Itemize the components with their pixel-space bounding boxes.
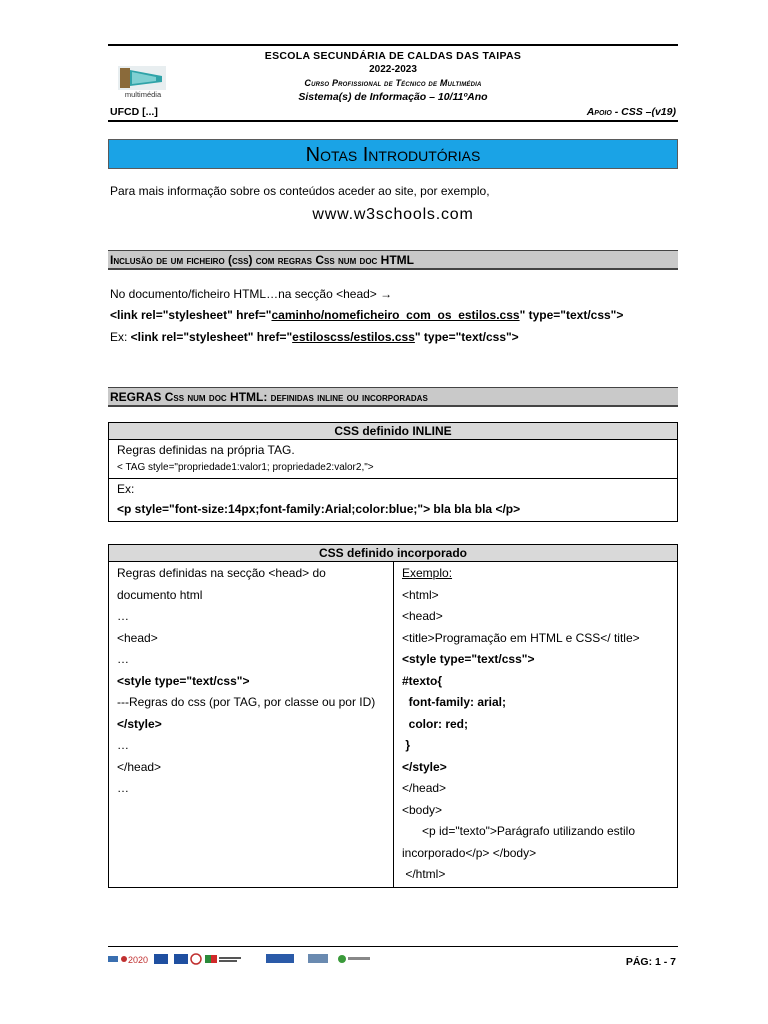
footer-rule (108, 946, 678, 947)
embedded-left-line: … (117, 781, 129, 795)
apoio-rest: - CSS –(v19) (611, 106, 676, 118)
inline-row2-line2: <p style="font-size:14px;font-family:Arial;color:blue;"> bla bla bla </p> (117, 502, 521, 516)
embedded-right-line: } (402, 738, 411, 752)
embedded-right-line: <p id="texto">Parágrafo utilizando estilo (402, 824, 635, 838)
rules-heading-a: REGRAS (110, 390, 165, 404)
embedded-right-lines (402, 563, 669, 886)
embedded-left-line: <head> (117, 630, 158, 645)
example-path[interactable]: estiloscss/estilos.css (292, 330, 415, 344)
embedded-right-line: incorporado</p> </body> (402, 845, 537, 860)
link-tag-path[interactable]: caminho/nomeficheiro_com_os_estilos.css (271, 308, 520, 322)
embedded-right-line: </html> (402, 867, 446, 881)
include-instruction: No documento/ficheiro HTML…na secção <head> → (110, 287, 393, 301)
page-title: Notas Introdutórias (108, 139, 678, 169)
embedded-left-line: … (117, 738, 129, 752)
embedded-table-header: CSS definido incorporado (109, 545, 678, 562)
course-name: Curso Profissional de Técnico de Multimédia (304, 78, 482, 88)
inline-table-row1 (109, 440, 678, 479)
intro-text: Para mais informação sobre os conteúdos aceder ao site, por exemplo, (110, 184, 490, 198)
embedded-left-line: Regras definidas na secção <head> do (117, 566, 326, 580)
embedded-right-line: #texto{ (402, 673, 443, 688)
example-label: Ex: (110, 330, 131, 344)
subject-name: Sistema(s) de Informação – 10/11ºAno (298, 91, 488, 103)
embedded-right-column (394, 562, 678, 888)
logo-text: multimédia (124, 90, 162, 99)
school-year: 2022-2023 (369, 64, 417, 75)
rules-heading-b: Css num doc HTML: definidas inline ou incorporadas (164, 390, 428, 404)
inline-table-header: CSS definido INLINE (109, 423, 678, 440)
apoio-label (587, 106, 676, 118)
ufcd-label: UFCD [...] (110, 106, 158, 118)
apoio-prefix: Apoio (586, 106, 612, 118)
example-pre: <link rel="stylesheet" href=" (130, 330, 293, 344)
embedded-right-line: <body> (402, 802, 443, 817)
inline-row1-line2: < TAG style="propriedade1:valor1; propriedade2:valor2,"> (117, 462, 374, 473)
embedded-left-line: ---Regras do css (por TAG, por classe ou por ID) (117, 695, 376, 709)
embedded-right-line: </head> (402, 781, 447, 795)
embedded-right-line: <head> (402, 609, 443, 623)
school-name: ESCOLA SECUNDÁRIA DE CALDAS DAS TAIPAS (264, 50, 522, 62)
embedded-css-table (108, 544, 678, 888)
embedded-left-line: <style type="text/css"> (117, 673, 250, 688)
embedded-right-line: <html> (402, 587, 439, 602)
link-tag-pre: <link rel="stylesheet" href=" (110, 308, 272, 322)
svg-text:2020: 2020 (128, 955, 149, 965)
embedded-right-line: <title>Programação em HTML e CSS</ title> (402, 630, 640, 645)
embedded-right-line: color: red; (402, 716, 469, 731)
page-number: PÁG: 1 - 7 (625, 956, 676, 968)
inline-row1-line1: Regras definidas na própria TAG. (117, 443, 295, 457)
example-post: " type="text/css"> (414, 330, 519, 344)
embedded-left-column (109, 562, 394, 888)
include-link-tag (110, 308, 623, 322)
inline-css-table (108, 422, 678, 522)
section-rules-heading (108, 387, 678, 407)
embedded-left-line: </head> (117, 759, 162, 774)
top-rule (108, 44, 678, 46)
site-link[interactable]: www.w3schools.com (312, 206, 474, 223)
inline-row2-line1: Ex: (117, 482, 135, 496)
embedded-right-line: <style type="text/css"> (402, 652, 535, 666)
funding-logos (108, 950, 378, 968)
embedded-right-line: </style> (402, 759, 447, 774)
header-rule (108, 120, 678, 122)
embedded-left-line: … (117, 652, 129, 666)
embedded-left-lines (117, 563, 385, 800)
embedded-right-line: font-family: arial; (402, 695, 507, 709)
embedded-left-line: … (117, 609, 129, 623)
section-include-heading: Inclusão de um ficheiro (css) com regras Css num doc HTML (108, 250, 678, 270)
embedded-left-line: </style> (117, 716, 162, 731)
include-example (110, 330, 519, 344)
embedded-left-line: documento html (117, 587, 203, 602)
link-tag-post: " type="text/css"> (519, 308, 624, 322)
inline-table-row2 (109, 479, 678, 522)
embedded-right-line: Exemplo: (402, 566, 453, 580)
